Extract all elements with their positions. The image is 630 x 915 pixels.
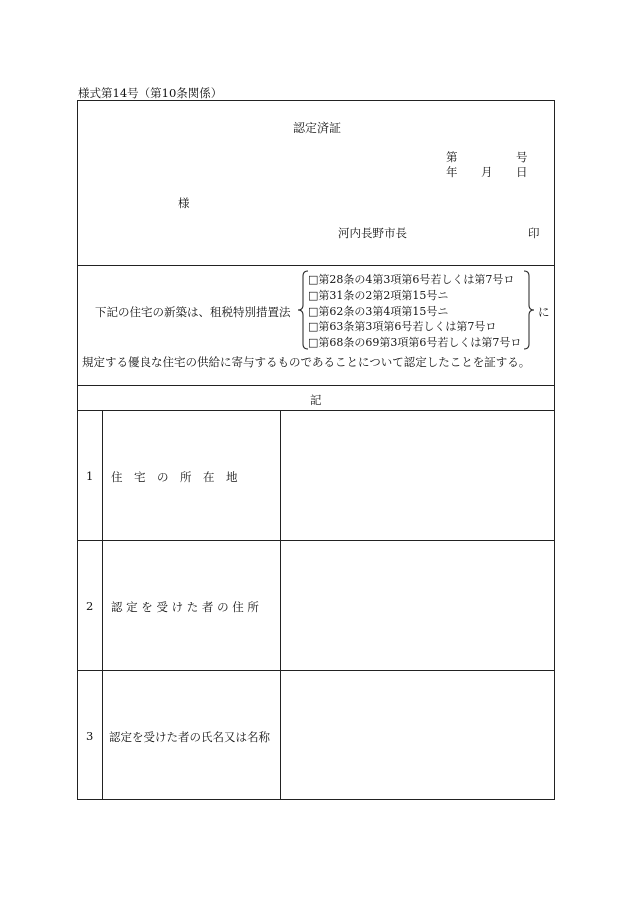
number-suffix: 号 [516,150,528,164]
seal-mark: 印 [528,226,540,240]
row-label: 住 宅 の 所 在 地 [111,470,238,484]
statement-tail: 規定する優良な住宅の供給に寄与するものであることについて認定したことを証する。 [82,355,531,369]
divider-header [77,265,555,266]
issuer-name: 河内長野市長 [338,226,407,240]
row-value-field[interactable] [285,414,551,536]
addressee-suffix: 様 [178,196,190,210]
row-value-field[interactable] [285,674,551,796]
divider-ki [77,410,555,411]
ki-heading: 記 [310,393,322,407]
row-number: 1 [86,469,94,483]
law-option[interactable]: □第31条の2第2項第15号ニ [308,288,449,302]
statement-particle: に [538,305,550,319]
statement-lead: 下記の住宅の新築は、租税特別措置法 [95,305,291,319]
law-option[interactable]: □第68条の69第3項第6号若しくは第7号ロ [308,336,522,350]
column-divider-number [102,410,103,800]
number-prefix: 第 [446,150,458,164]
date-month: 月 [481,165,493,179]
row-number: 3 [86,729,94,743]
law-option[interactable]: □第63条第3項第6号若しくは第7号ロ [308,320,497,334]
certificate-title: 認定済証 [293,121,342,135]
date-year: 年 [446,165,458,179]
form-label: 様式第14号（第10条関係） [78,86,223,100]
row-value-field[interactable] [285,544,551,666]
divider-statement [77,385,555,386]
law-option[interactable]: □第28条の4第3項第6号若しくは第7号ロ [308,273,515,286]
row-label: 認 定 を 受 け た 者 の 住 所 [111,600,259,614]
row-number: 2 [86,599,94,613]
date-day: 日 [516,165,528,179]
divider-row-2 [77,670,555,671]
law-option-list [308,272,521,351]
divider-row-1 [77,540,555,541]
law-option[interactable]: □第62条の3第4項第15号ニ [308,304,449,318]
row-label: 認定を受けた者の氏名又は名称 [109,730,270,744]
right-brace [523,270,535,350]
column-divider-label [280,410,281,800]
